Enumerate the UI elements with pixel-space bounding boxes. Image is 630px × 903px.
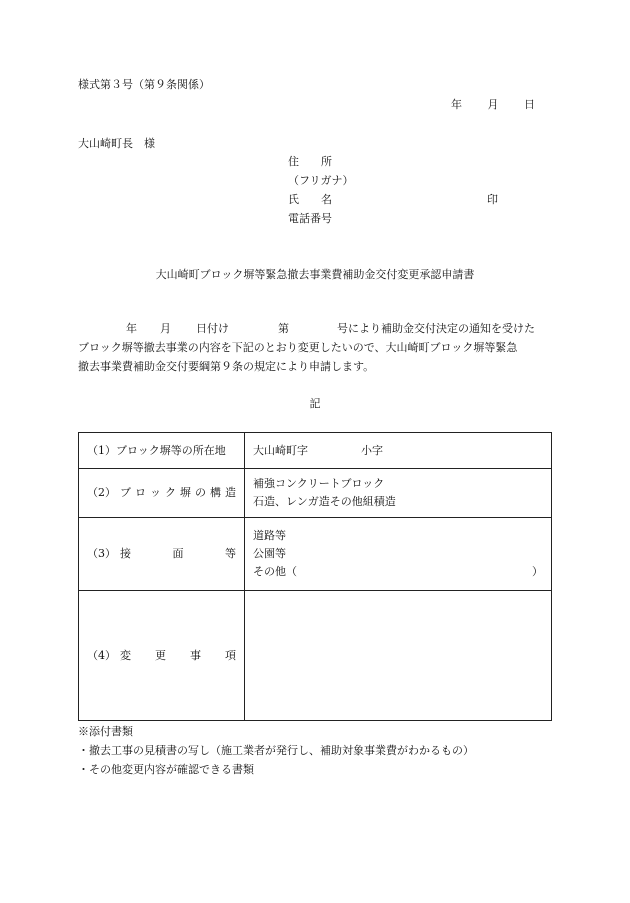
- row4-num: （4）: [87, 648, 116, 662]
- row4-value: [245, 591, 552, 721]
- body-month: 月: [160, 322, 171, 335]
- row4-label-char: 項: [225, 648, 236, 662]
- row3-value-3: [253, 563, 543, 581]
- row2-value-2: 石造、レンガ造その他組積造: [253, 495, 396, 508]
- table-row: [79, 518, 552, 591]
- change-detail-table: [78, 432, 552, 721]
- body-line1-rest: 号により補助金交付決定の通知を受けた: [337, 322, 535, 335]
- row2-label-char: 造: [225, 486, 236, 499]
- row4-label-text: [120, 647, 236, 665]
- row3-label-text: [120, 545, 236, 563]
- attachments-heading: ※添付書類: [78, 725, 133, 738]
- seal-mark: 印: [487, 193, 498, 206]
- table-row: [79, 433, 552, 469]
- date-year: 年: [451, 98, 462, 111]
- applicant-name-label: 氏 名: [288, 193, 332, 206]
- row3-label-char: 面: [172, 547, 184, 560]
- row3-label-char: 接: [120, 547, 131, 560]
- row2-label-char: ロ: [135, 486, 146, 499]
- attachment-item-2: ・その他変更内容が確認できる書類: [78, 763, 254, 776]
- date-month: 月: [487, 98, 499, 111]
- row2-label-char: ク: [165, 486, 176, 499]
- body-year: 年: [126, 322, 137, 335]
- row1-label: [79, 433, 245, 469]
- attachment-item-1: ・撤去工事の見積書の写し（施工業者が発行し、補助対象事業費がわかるもの）: [78, 744, 474, 757]
- row3-value: [245, 518, 552, 591]
- row2-label-char: ブ: [120, 486, 131, 499]
- applicant-furigana-label: （フリガナ）: [288, 174, 354, 187]
- applicant-address-label: 住 所: [288, 155, 332, 168]
- date-day: 日: [524, 98, 535, 111]
- row2-label: [79, 469, 245, 518]
- row2-label-char: 塀: [180, 486, 191, 499]
- row2-value-1: 補強コンクリートブロック: [253, 477, 385, 490]
- row4-label-char: 事: [190, 648, 201, 662]
- row3-label: [79, 518, 245, 591]
- row2-value: [245, 469, 552, 518]
- row2-label-text: [120, 484, 236, 502]
- row3-value-2: 公園等: [253, 547, 286, 560]
- addressee: 大山崎町長 様: [78, 137, 155, 150]
- ki-heading: 記: [309, 397, 321, 410]
- row1-label-text: ブロック塀等の所在地: [116, 443, 226, 457]
- form-number: 様式第３号（第９条関係）: [78, 78, 210, 91]
- row1-num: （1）: [87, 443, 116, 457]
- document-title: 大山崎町ブロック塀等緊急撤去事業費補助金交付変更承認申請書: [155, 268, 475, 281]
- row1-value: [245, 433, 552, 469]
- body-line2: ブロック塀等撤去事業の内容を下記のとおり変更したいので、大山崎町ブロック塀等緊急: [78, 341, 518, 354]
- body-line3: 撤去事業費補助金交付要綱第９条の規定により申請します。: [78, 360, 375, 373]
- row1-value-a: 大山崎町字: [253, 443, 308, 457]
- applicant-phone-label: 電話番号: [288, 212, 332, 225]
- row2-label-char: ッ: [150, 486, 161, 499]
- row2-num: （2）: [87, 486, 116, 499]
- table-row: [79, 469, 552, 518]
- row3-num: （3）: [87, 547, 116, 560]
- row4-label-char: 更: [155, 648, 166, 662]
- row2-label-char: 構: [210, 486, 221, 499]
- table-row: [79, 591, 552, 721]
- row2-label-char: の: [195, 486, 206, 499]
- date-line: [451, 98, 535, 112]
- row3-other-open: その他（: [253, 565, 297, 578]
- row3-label-char: 等: [225, 547, 236, 560]
- row3-value-1: 道路等: [253, 529, 286, 542]
- row4-label-char: 変: [120, 648, 131, 662]
- row1-value-b: 小字: [361, 443, 383, 457]
- body-date: 日付け: [196, 322, 229, 335]
- body-dai: 第: [278, 322, 289, 335]
- row4-label: [79, 591, 245, 721]
- row3-other-close: ）: [532, 565, 543, 578]
